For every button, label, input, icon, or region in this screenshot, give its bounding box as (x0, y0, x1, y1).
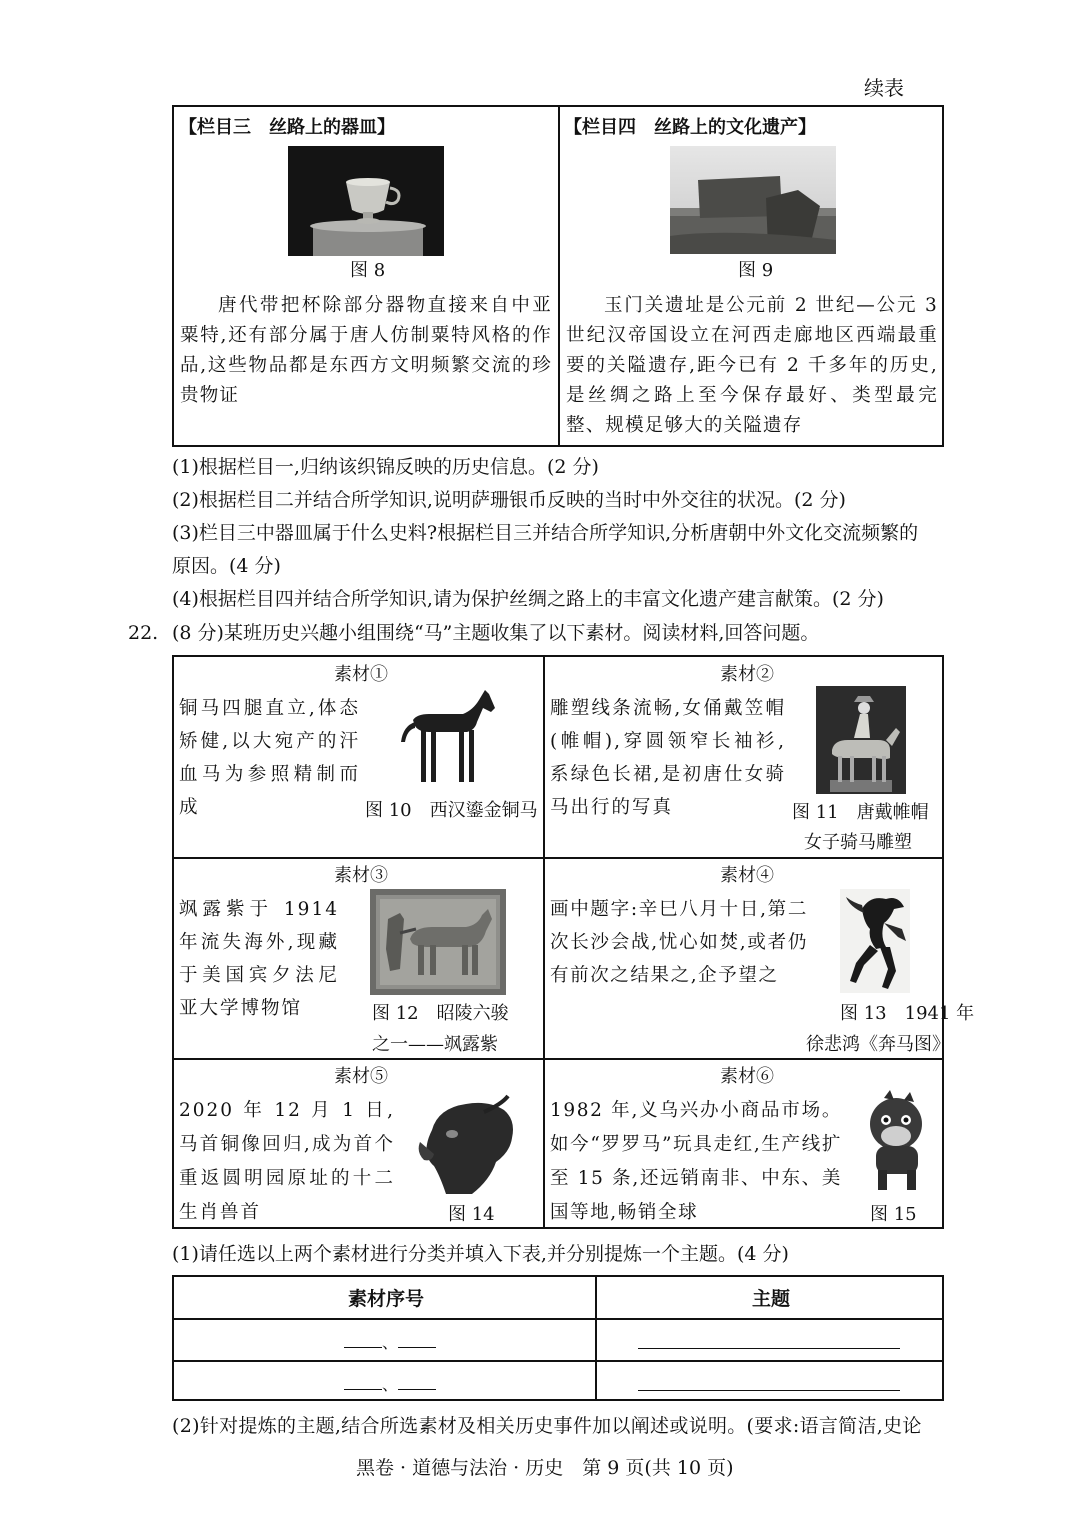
material3-text: 飒露紫于 1914 年流失海外,现藏于美国宾夕法尼亚大学博物馆 (179, 899, 339, 1019)
material2-title: 素材② (720, 664, 774, 685)
q21-item-3: (3)栏目三中器皿属于什么史料?根据栏目三并结合所学知识,分析唐朝中外文化交流频繁的 (172, 522, 919, 544)
continued-label: 续表 (864, 76, 904, 100)
q21-item-4: (4)根据栏目四并结合所学知识,请为保护丝绸之路上的丰富文化遗产建言献策。(2 分) (172, 588, 884, 610)
column4-text: 玉门关遗址是公元前 2 世纪—公元 3 世纪汉帝国设立在河西走廊地区西端最重要的关隘遗存,距今已有 2 千多年的历史,是丝绸之路上至今保存最好、类型最完整、规模足够大的关隘遗存 (566, 295, 938, 436)
answer-row2-theme-blank[interactable] (638, 1390, 900, 1391)
material1-title: 素材① (334, 664, 388, 685)
q21-item-3-cont: 原因。(4 分) (172, 555, 281, 577)
figure12-caption-line2: 之一——飒露紫 (372, 1034, 498, 1055)
figure11-caption-line1: 图 11 唐戴帷帽 (792, 802, 929, 823)
q22-sub1: (1)请任选以上两个素材进行分类并填入下表,并分别提炼一个主题。(4 分) (172, 1243, 789, 1265)
material5-title: 素材⑤ (334, 1066, 388, 1087)
q22-stem: (8 分)某班历史兴趣小组围绕“马”主题收集了以下素材。阅读材料,回答问题。 (172, 622, 820, 644)
answer-row1-theme-blank[interactable] (638, 1348, 900, 1349)
material2-text: 雕塑线条流畅,女俑戴笠帽(帷帽),穿圆领窄长袖衫,系绿色长裙,是初唐仕女骑马出行的写真 (550, 698, 786, 818)
answer-table (172, 1275, 944, 1401)
material3-title: 素材③ (334, 865, 388, 886)
figure13-caption-line1: 图 13 1941 年 (840, 1003, 975, 1024)
figure13-caption-line2: 徐悲鸿《奔马图》 (806, 1034, 950, 1055)
material4-title: 素材④ (720, 865, 774, 886)
female-rider-image (816, 686, 906, 794)
figure8-caption: 图 8 (350, 260, 386, 281)
q21-item-2: (2)根据栏目二并结合所学知识,说明萨珊银币反映的当时中外交往的状况。(2 分) (172, 489, 846, 511)
page-footer: 黑卷 · 道德与法治 · 历史 第 9 页(共 10 页) (356, 1457, 734, 1479)
horse-head-statue-image (412, 1090, 522, 1198)
material1-text: 铜马四腿直立,体态矫健,以大宛产的汗血马为参照精制而成 (179, 698, 361, 818)
material5-text: 2020 年 12 月 1 日,马首铜像回归,成为首个重返圆明园原址的十二生肖兽首 (179, 1100, 395, 1223)
figure11-caption-line2: 女子骑马雕塑 (804, 832, 912, 853)
figure9-caption: 图 9 (738, 260, 774, 281)
bronze-horse-image (393, 686, 505, 788)
answer-row1-material-blank[interactable]: 、 (344, 1330, 436, 1353)
figure12-caption-line1: 图 12 昭陵六骏 (372, 1003, 509, 1024)
figure14-caption: 图 14 (448, 1204, 495, 1225)
answer-col2-header: 主题 (752, 1288, 791, 1310)
answer-row2-material-blank[interactable]: 、 (344, 1372, 436, 1395)
yumen-pass-photo (670, 146, 836, 254)
q22-sub2: (2)针对提炼的主题,结合所选素材及相关历史事件加以阐述或说明。(要求:语言简洁,史论 (172, 1415, 922, 1437)
answer-col1-header: 素材序号 (348, 1288, 425, 1310)
q22-number: 22. (128, 622, 159, 644)
figure15-caption: 图 15 (870, 1204, 917, 1225)
material6-text: 1982 年,义乌兴办小商品市场。如今“罗罗马”玩具走红,生产线扩至 15 条,还远销南非、中东、美国等地,畅销全球 (550, 1100, 842, 1223)
saluzi-relief-image (370, 889, 506, 995)
material4-text: 画中题字:辛巳八月十日,第二次长沙会战,忧心如焚,或者仍有前次之结果之,企予望之 (550, 899, 808, 986)
toy-horse-image (854, 1090, 936, 1196)
figure10-caption: 图 10 西汉鎏金铜马 (365, 800, 538, 821)
material6-title: 素材⑥ (720, 1066, 774, 1087)
galloping-horse-painting (840, 889, 910, 993)
tang-cup-photo (288, 146, 444, 256)
column3-text: 唐代带把杯除部分器物直接来自中亚粟特,还有部分属于唐人仿制粟特风格的作品,这些物品都是东西方文明频繁交流的珍贵物证 (180, 295, 552, 406)
column3-heading: 【栏目三 丝路上的器皿】 (179, 117, 395, 138)
q21-item-1: (1)根据栏目一,归纳该织锦反映的历史信息。(2 分) (172, 456, 599, 478)
column4-heading: 【栏目四 丝路上的文化遗产】 (564, 117, 816, 138)
